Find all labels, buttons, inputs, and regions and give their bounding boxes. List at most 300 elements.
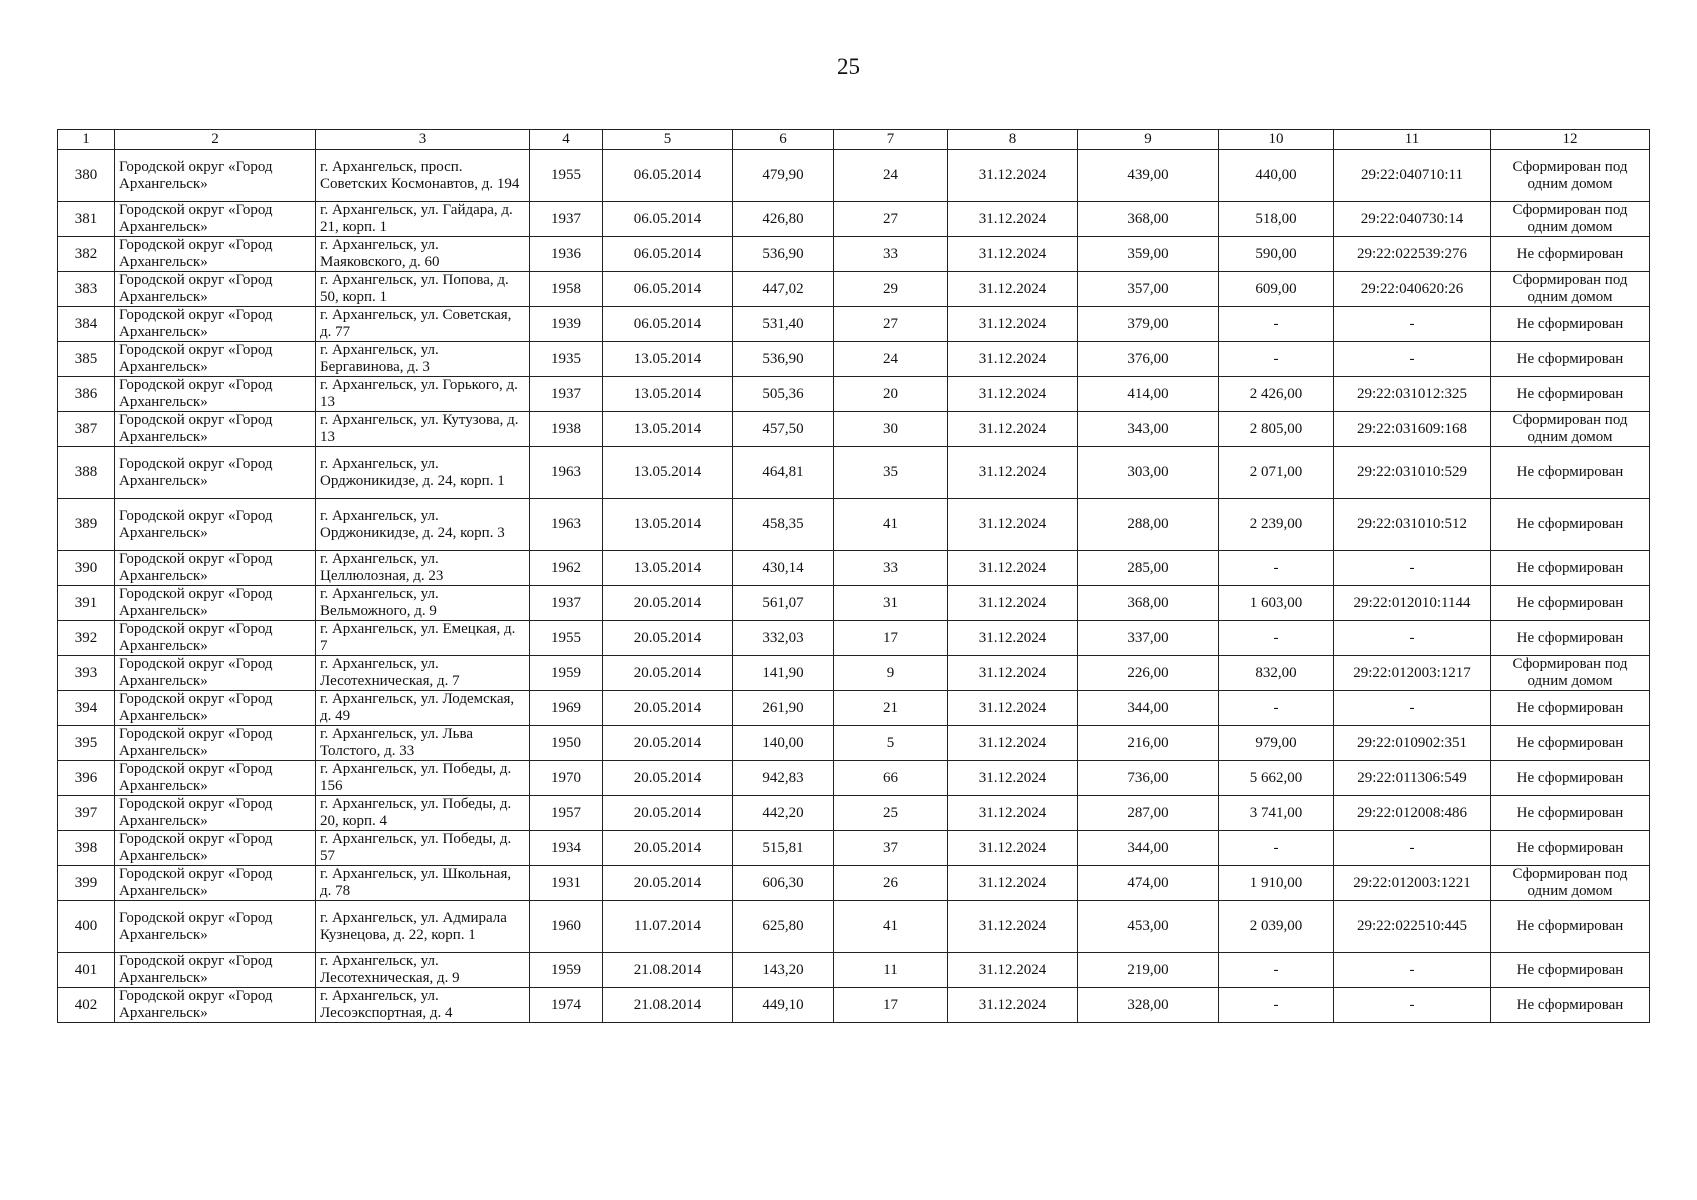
residents-cell: 27 (834, 307, 948, 342)
col10-cell: 518,00 (1219, 202, 1334, 237)
cadastral-cell: 29:22:031609:168 (1334, 412, 1491, 447)
municipality-cell: Городской округ «Город Архангельск» (115, 796, 316, 831)
year-cell: 1969 (530, 691, 603, 726)
date-cell: 20.05.2014 (603, 586, 733, 621)
col10-cell: 440,00 (1219, 150, 1334, 202)
row-number: 382 (58, 237, 115, 272)
col9-cell: 344,00 (1078, 691, 1219, 726)
status-cell: Не сформирован (1491, 988, 1650, 1023)
residents-cell: 25 (834, 796, 948, 831)
area-cell: 536,90 (733, 237, 834, 272)
status-cell: Не сформирован (1491, 953, 1650, 988)
status-cell: Сформирован под одним домом (1491, 412, 1650, 447)
header-row (58, 130, 1650, 150)
date-cell: 13.05.2014 (603, 377, 733, 412)
municipality-cell: Городской округ «Город Архангельск» (115, 447, 316, 499)
date-cell: 20.05.2014 (603, 691, 733, 726)
area-cell: 942,83 (733, 761, 834, 796)
status-cell: Сформирован под одним домом (1491, 150, 1650, 202)
col10-cell: 2 426,00 (1219, 377, 1334, 412)
status-cell: Не сформирован (1491, 621, 1650, 656)
area-cell: 479,90 (733, 150, 834, 202)
date-cell: 20.05.2014 (603, 796, 733, 831)
address-cell: г. Архангельск, ул. Маяковского, д. 60 (316, 237, 530, 272)
table-row (58, 953, 1650, 988)
residents-cell: 33 (834, 237, 948, 272)
year-cell: 1960 (530, 901, 603, 953)
status-cell: Не сформирован (1491, 377, 1650, 412)
deadline-cell: 31.12.2024 (948, 377, 1078, 412)
col10-cell: 2 071,00 (1219, 447, 1334, 499)
date-cell: 21.08.2014 (603, 953, 733, 988)
year-cell: 1938 (530, 412, 603, 447)
cadastral-cell: 29:22:010902:351 (1334, 726, 1491, 761)
col10-cell: - (1219, 953, 1334, 988)
table-row (58, 551, 1650, 586)
residents-cell: 29 (834, 272, 948, 307)
deadline-cell: 31.12.2024 (948, 447, 1078, 499)
row-number: 381 (58, 202, 115, 237)
row-number: 386 (58, 377, 115, 412)
area-cell: 515,81 (733, 831, 834, 866)
residents-cell: 17 (834, 621, 948, 656)
year-cell: 1934 (530, 831, 603, 866)
col10-cell: 609,00 (1219, 272, 1334, 307)
table-row (58, 202, 1650, 237)
column-header-7: 7 (834, 130, 948, 150)
residents-cell: 17 (834, 988, 948, 1023)
column-header-5: 5 (603, 130, 733, 150)
col10-cell: - (1219, 551, 1334, 586)
area-cell: 531,40 (733, 307, 834, 342)
area-cell: 442,20 (733, 796, 834, 831)
table-row (58, 796, 1650, 831)
status-cell: Не сформирован (1491, 342, 1650, 377)
row-number: 395 (58, 726, 115, 761)
col10-cell: 832,00 (1219, 656, 1334, 691)
col10-cell: 590,00 (1219, 237, 1334, 272)
year-cell: 1962 (530, 551, 603, 586)
status-cell: Не сформирован (1491, 237, 1650, 272)
deadline-cell: 31.12.2024 (948, 202, 1078, 237)
row-number: 394 (58, 691, 115, 726)
col10-cell: - (1219, 691, 1334, 726)
col10-cell: - (1219, 831, 1334, 866)
col9-cell: 376,00 (1078, 342, 1219, 377)
municipality-cell: Городской округ «Город Архангельск» (115, 342, 316, 377)
col9-cell: 285,00 (1078, 551, 1219, 586)
address-cell: г. Архангельск, ул. Лесотехническая, д. 9 (316, 953, 530, 988)
residents-cell: 30 (834, 412, 948, 447)
column-header-1: 1 (58, 130, 115, 150)
row-number: 392 (58, 621, 115, 656)
cadastral-cell: 29:22:031010:529 (1334, 447, 1491, 499)
housing-registry-table (57, 129, 1650, 1023)
area-cell: 505,36 (733, 377, 834, 412)
municipality-cell: Городской округ «Город Архангельск» (115, 202, 316, 237)
residents-cell: 33 (834, 551, 948, 586)
row-number: 387 (58, 412, 115, 447)
table-row (58, 656, 1650, 691)
col9-cell: 216,00 (1078, 726, 1219, 761)
table-body (58, 150, 1650, 1023)
deadline-cell: 31.12.2024 (948, 656, 1078, 691)
row-number: 393 (58, 656, 115, 691)
row-number: 401 (58, 953, 115, 988)
col9-cell: 219,00 (1078, 953, 1219, 988)
municipality-cell: Городской округ «Город Архангельск» (115, 866, 316, 901)
table-row (58, 621, 1650, 656)
table-row (58, 150, 1650, 202)
table-row (58, 866, 1650, 901)
municipality-cell: Городской округ «Город Архангельск» (115, 551, 316, 586)
table-row (58, 237, 1650, 272)
address-cell: г. Архангельск, ул. Льва Толстого, д. 33 (316, 726, 530, 761)
cadastral-cell: 29:22:012010:1144 (1334, 586, 1491, 621)
year-cell: 1957 (530, 796, 603, 831)
area-cell: 561,07 (733, 586, 834, 621)
status-cell: Не сформирован (1491, 691, 1650, 726)
year-cell: 1955 (530, 150, 603, 202)
residents-cell: 21 (834, 691, 948, 726)
cadastral-cell: 29:22:040710:11 (1334, 150, 1491, 202)
address-cell: г. Архангельск, ул. Кутузова, д. 13 (316, 412, 530, 447)
address-cell: г. Архангельск, ул. Горького, д. 13 (316, 377, 530, 412)
col9-cell: 303,00 (1078, 447, 1219, 499)
area-cell: 140,00 (733, 726, 834, 761)
date-cell: 06.05.2014 (603, 150, 733, 202)
col9-cell: 414,00 (1078, 377, 1219, 412)
residents-cell: 5 (834, 726, 948, 761)
area-cell: 141,90 (733, 656, 834, 691)
municipality-cell: Городской округ «Город Архангельск» (115, 726, 316, 761)
year-cell: 1939 (530, 307, 603, 342)
area-cell: 143,20 (733, 953, 834, 988)
table-row (58, 901, 1650, 953)
address-cell: г. Архангельск, ул. Лодемская, д. 49 (316, 691, 530, 726)
row-number: 391 (58, 586, 115, 621)
deadline-cell: 31.12.2024 (948, 307, 1078, 342)
deadline-cell: 31.12.2024 (948, 866, 1078, 901)
municipality-cell: Городской округ «Город Архангельск» (115, 377, 316, 412)
row-number: 390 (58, 551, 115, 586)
residents-cell: 20 (834, 377, 948, 412)
col9-cell: 474,00 (1078, 866, 1219, 901)
year-cell: 1974 (530, 988, 603, 1023)
row-number: 385 (58, 342, 115, 377)
page-number: 25 (837, 54, 860, 79)
col9-cell: 287,00 (1078, 796, 1219, 831)
area-cell: 449,10 (733, 988, 834, 1023)
date-cell: 13.05.2014 (603, 499, 733, 551)
col9-cell: 337,00 (1078, 621, 1219, 656)
cadastral-cell: - (1334, 551, 1491, 586)
residents-cell: 35 (834, 447, 948, 499)
col9-cell: 453,00 (1078, 901, 1219, 953)
row-number: 402 (58, 988, 115, 1023)
cadastral-cell: - (1334, 831, 1491, 866)
address-cell: г. Архангельск, просп. Советских Космонавтов, д. 194 (316, 150, 530, 202)
cadastral-cell: - (1334, 621, 1491, 656)
col9-cell: 344,00 (1078, 831, 1219, 866)
area-cell: 430,14 (733, 551, 834, 586)
year-cell: 1970 (530, 761, 603, 796)
deadline-cell: 31.12.2024 (948, 621, 1078, 656)
col9-cell: 368,00 (1078, 586, 1219, 621)
row-number: 396 (58, 761, 115, 796)
municipality-cell: Городской округ «Город Архангельск» (115, 656, 316, 691)
area-cell: 332,03 (733, 621, 834, 656)
deadline-cell: 31.12.2024 (948, 412, 1078, 447)
residents-cell: 11 (834, 953, 948, 988)
col10-cell: - (1219, 307, 1334, 342)
date-cell: 06.05.2014 (603, 307, 733, 342)
column-header-6: 6 (733, 130, 834, 150)
year-cell: 1937 (530, 377, 603, 412)
cadastral-cell: - (1334, 342, 1491, 377)
year-cell: 1937 (530, 586, 603, 621)
deadline-cell: 31.12.2024 (948, 342, 1078, 377)
column-header-9: 9 (1078, 130, 1219, 150)
column-header-10: 10 (1219, 130, 1334, 150)
cadastral-cell: 29:22:040620:26 (1334, 272, 1491, 307)
col9-cell: 736,00 (1078, 761, 1219, 796)
area-cell: 261,90 (733, 691, 834, 726)
row-number: 383 (58, 272, 115, 307)
deadline-cell: 31.12.2024 (948, 499, 1078, 551)
area-cell: 457,50 (733, 412, 834, 447)
col10-cell: - (1219, 621, 1334, 656)
year-cell: 1963 (530, 447, 603, 499)
status-cell: Сформирован под одним домом (1491, 202, 1650, 237)
address-cell: г. Архангельск, ул. Целлюлозная, д. 23 (316, 551, 530, 586)
year-cell: 1959 (530, 656, 603, 691)
area-cell: 458,35 (733, 499, 834, 551)
table-row (58, 342, 1650, 377)
cadastral-cell: 29:22:012008:486 (1334, 796, 1491, 831)
date-cell: 20.05.2014 (603, 656, 733, 691)
cadastral-cell: 29:22:022510:445 (1334, 901, 1491, 953)
residents-cell: 41 (834, 499, 948, 551)
col10-cell: - (1219, 988, 1334, 1023)
residents-cell: 27 (834, 202, 948, 237)
area-cell: 606,30 (733, 866, 834, 901)
col9-cell: 288,00 (1078, 499, 1219, 551)
row-number: 380 (58, 150, 115, 202)
row-number: 400 (58, 901, 115, 953)
col9-cell: 357,00 (1078, 272, 1219, 307)
col10-cell: 2 805,00 (1219, 412, 1334, 447)
date-cell: 20.05.2014 (603, 726, 733, 761)
col9-cell: 226,00 (1078, 656, 1219, 691)
year-cell: 1955 (530, 621, 603, 656)
area-cell: 536,90 (733, 342, 834, 377)
address-cell: г. Архангельск, ул. Орджоникидзе, д. 24, корп. 1 (316, 447, 530, 499)
row-number: 389 (58, 499, 115, 551)
year-cell: 1958 (530, 272, 603, 307)
column-header-3: 3 (316, 130, 530, 150)
municipality-cell: Городской округ «Город Архангельск» (115, 499, 316, 551)
col9-cell: 379,00 (1078, 307, 1219, 342)
deadline-cell: 31.12.2024 (948, 831, 1078, 866)
column-header-8: 8 (948, 130, 1078, 150)
date-cell: 11.07.2014 (603, 901, 733, 953)
col9-cell: 328,00 (1078, 988, 1219, 1023)
table-row (58, 447, 1650, 499)
status-cell: Не сформирован (1491, 796, 1650, 831)
date-cell: 06.05.2014 (603, 202, 733, 237)
year-cell: 1935 (530, 342, 603, 377)
address-cell: г. Архангельск, ул. Победы, д. 57 (316, 831, 530, 866)
date-cell: 13.05.2014 (603, 412, 733, 447)
cadastral-cell: 29:22:031010:512 (1334, 499, 1491, 551)
area-cell: 447,02 (733, 272, 834, 307)
deadline-cell: 31.12.2024 (948, 237, 1078, 272)
cadastral-cell: 29:22:011306:549 (1334, 761, 1491, 796)
year-cell: 1950 (530, 726, 603, 761)
deadline-cell: 31.12.2024 (948, 901, 1078, 953)
address-cell: г. Архангельск, ул. Попова, д. 50, корп. 1 (316, 272, 530, 307)
cadastral-cell: - (1334, 691, 1491, 726)
address-cell: г. Архангельск, ул. Гайдара, д. 21, корп. 1 (316, 202, 530, 237)
year-cell: 1936 (530, 237, 603, 272)
status-cell: Не сформирован (1491, 499, 1650, 551)
table-row (58, 988, 1650, 1023)
status-cell: Не сформирован (1491, 831, 1650, 866)
col10-cell: - (1219, 342, 1334, 377)
status-cell: Сформирован под одним домом (1491, 866, 1650, 901)
col10-cell: 1 910,00 (1219, 866, 1334, 901)
municipality-cell: Городской округ «Город Архангельск» (115, 272, 316, 307)
deadline-cell: 31.12.2024 (948, 691, 1078, 726)
municipality-cell: Городской округ «Город Архангельск» (115, 691, 316, 726)
table-row (58, 761, 1650, 796)
municipality-cell: Городской округ «Город Архангельск» (115, 586, 316, 621)
municipality-cell: Городской округ «Город Архангельск» (115, 237, 316, 272)
date-cell: 13.05.2014 (603, 447, 733, 499)
col9-cell: 343,00 (1078, 412, 1219, 447)
table-row (58, 691, 1650, 726)
year-cell: 1931 (530, 866, 603, 901)
column-header-12: 12 (1491, 130, 1650, 150)
deadline-cell: 31.12.2024 (948, 988, 1078, 1023)
status-cell: Не сформирован (1491, 726, 1650, 761)
status-cell: Сформирован под одним домом (1491, 272, 1650, 307)
deadline-cell: 31.12.2024 (948, 272, 1078, 307)
status-cell: Не сформирован (1491, 761, 1650, 796)
row-number: 384 (58, 307, 115, 342)
residents-cell: 37 (834, 831, 948, 866)
deadline-cell: 31.12.2024 (948, 150, 1078, 202)
date-cell: 20.05.2014 (603, 621, 733, 656)
deadline-cell: 31.12.2024 (948, 796, 1078, 831)
table-row (58, 831, 1650, 866)
status-cell: Не сформирован (1491, 551, 1650, 586)
municipality-cell: Городской округ «Город Архангельск» (115, 150, 316, 202)
cadastral-cell: 29:22:022539:276 (1334, 237, 1491, 272)
col10-cell: 1 603,00 (1219, 586, 1334, 621)
cadastral-cell: 29:22:040730:14 (1334, 202, 1491, 237)
municipality-cell: Городской округ «Город Архангельск» (115, 901, 316, 953)
address-cell: г. Архангельск, ул. Бергавинова, д. 3 (316, 342, 530, 377)
address-cell: г. Архангельск, ул. Лесоэкспортная, д. 4 (316, 988, 530, 1023)
cadastral-cell: - (1334, 953, 1491, 988)
year-cell: 1963 (530, 499, 603, 551)
municipality-cell: Городской округ «Город Архангельск» (115, 621, 316, 656)
cadastral-cell: 29:22:031012:325 (1334, 377, 1491, 412)
deadline-cell: 31.12.2024 (948, 761, 1078, 796)
table-row (58, 377, 1650, 412)
table-row (58, 272, 1650, 307)
year-cell: 1959 (530, 953, 603, 988)
municipality-cell: Городской округ «Город Архангельск» (115, 412, 316, 447)
address-cell: г. Архангельск, ул. Адмирала Кузнецова, д. 22, корп. 1 (316, 901, 530, 953)
municipality-cell: Городской округ «Город Архангельск» (115, 307, 316, 342)
col9-cell: 359,00 (1078, 237, 1219, 272)
col9-cell: 368,00 (1078, 202, 1219, 237)
municipality-cell: Городской округ «Город Архангельск» (115, 953, 316, 988)
cadastral-cell: 29:22:012003:1221 (1334, 866, 1491, 901)
year-cell: 1937 (530, 202, 603, 237)
column-header-2: 2 (115, 130, 316, 150)
status-cell: Не сформирован (1491, 307, 1650, 342)
cadastral-cell: 29:22:012003:1217 (1334, 656, 1491, 691)
address-cell: г. Архангельск, ул. Советская, д. 77 (316, 307, 530, 342)
address-cell: г. Архангельск, ул. Емецкая, д. 7 (316, 621, 530, 656)
col10-cell: 5 662,00 (1219, 761, 1334, 796)
municipality-cell: Городской округ «Город Архангельск» (115, 988, 316, 1023)
residents-cell: 9 (834, 656, 948, 691)
col9-cell: 439,00 (1078, 150, 1219, 202)
address-cell: г. Архангельск, ул. Победы, д. 156 (316, 761, 530, 796)
date-cell: 13.05.2014 (603, 342, 733, 377)
municipality-cell: Городской округ «Город Архангельск» (115, 831, 316, 866)
table-row (58, 586, 1650, 621)
address-cell: г. Архангельск, ул. Лесотехническая, д. 7 (316, 656, 530, 691)
status-cell: Сформирован под одним домом (1491, 656, 1650, 691)
row-number: 397 (58, 796, 115, 831)
date-cell: 06.05.2014 (603, 237, 733, 272)
residents-cell: 31 (834, 586, 948, 621)
deadline-cell: 31.12.2024 (948, 551, 1078, 586)
residents-cell: 24 (834, 150, 948, 202)
address-cell: г. Архангельск, ул. Вельможного, д. 9 (316, 586, 530, 621)
status-cell: Не сформирован (1491, 447, 1650, 499)
residents-cell: 24 (834, 342, 948, 377)
deadline-cell: 31.12.2024 (948, 953, 1078, 988)
area-cell: 426,80 (733, 202, 834, 237)
column-header-4: 4 (530, 130, 603, 150)
municipality-cell: Городской округ «Город Архангельск» (115, 761, 316, 796)
date-cell: 06.05.2014 (603, 272, 733, 307)
date-cell: 20.05.2014 (603, 761, 733, 796)
status-cell: Не сформирован (1491, 586, 1650, 621)
residents-cell: 41 (834, 901, 948, 953)
cadastral-cell: - (1334, 307, 1491, 342)
row-number: 399 (58, 866, 115, 901)
date-cell: 13.05.2014 (603, 551, 733, 586)
residents-cell: 26 (834, 866, 948, 901)
col10-cell: 3 741,00 (1219, 796, 1334, 831)
table-row (58, 499, 1650, 551)
row-number: 398 (58, 831, 115, 866)
col10-cell: 2 039,00 (1219, 901, 1334, 953)
status-cell: Не сформирован (1491, 901, 1650, 953)
table-row (58, 726, 1650, 761)
address-cell: г. Архангельск, ул. Школьная, д. 78 (316, 866, 530, 901)
table-row (58, 307, 1650, 342)
col10-cell: 979,00 (1219, 726, 1334, 761)
